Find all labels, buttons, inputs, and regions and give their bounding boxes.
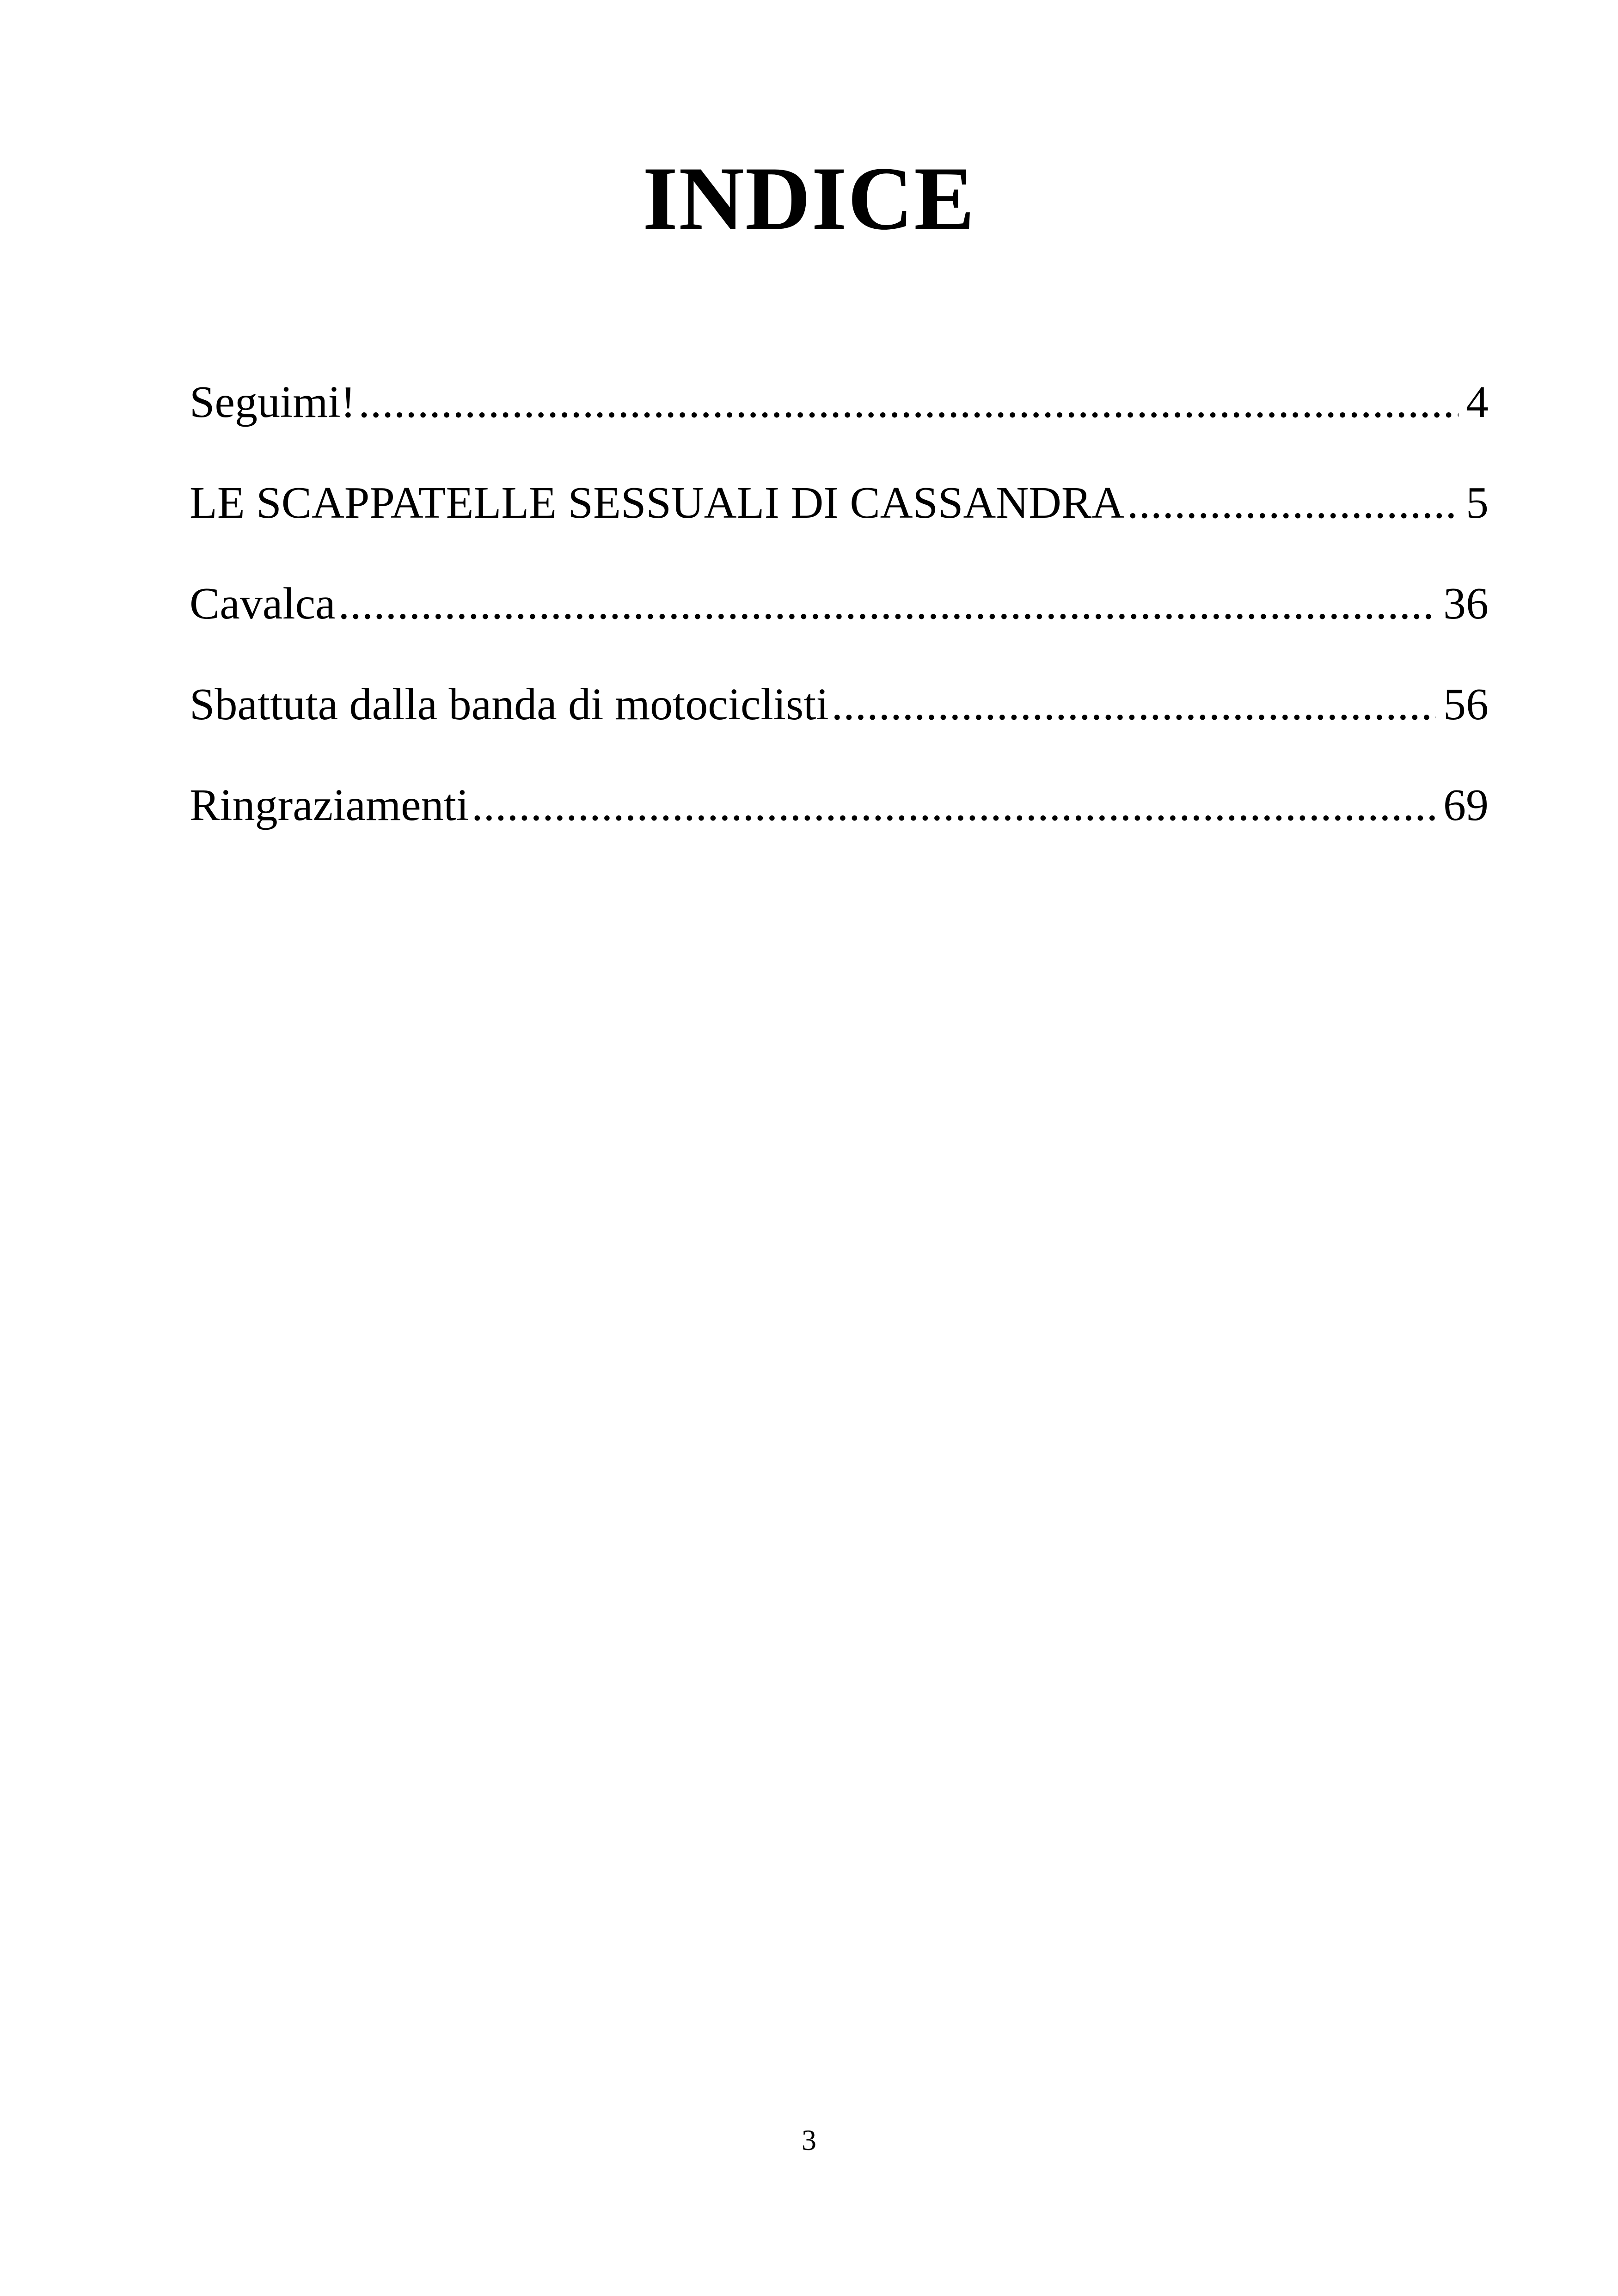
toc-entry-ringraziamenti[interactable]: [190, 771, 1489, 871]
toc-dot-leader: [472, 771, 1436, 840]
toc-entry-page: 5: [1466, 478, 1489, 528]
toc-entry-seguimi[interactable]: [190, 367, 1489, 468]
toc-entry-page: 36: [1443, 579, 1489, 629]
toc-entry-label: LE SCAPPATELLE SESSUALI DI CASSANDRA: [190, 478, 1125, 528]
toc-entry-label: Ringraziamenti: [190, 780, 469, 830]
toc-entry-scappatelle[interactable]: [190, 468, 1489, 569]
toc-entry-page: 4: [1466, 377, 1489, 427]
toc-entry-label: Sbattuta dalla banda di motociclisti: [190, 680, 829, 729]
toc-entry-cavalca[interactable]: [190, 569, 1489, 670]
page-title: INDICE: [643, 148, 975, 249]
toc-dot-leader: [358, 367, 1459, 437]
table-of-contents: [190, 367, 1489, 871]
toc-dot-leader: [832, 670, 1436, 739]
toc-entry-label: Seguimi!: [190, 377, 356, 427]
toc-entry-sbattuta[interactable]: [190, 670, 1489, 771]
toc-dot-leader: [338, 569, 1436, 638]
toc-entry-label: Cavalca: [190, 579, 336, 629]
toc-dot-leader: [1127, 468, 1459, 538]
toc-entry-page: 69: [1443, 780, 1489, 830]
page-number: 3: [802, 2124, 816, 2156]
toc-entry-page: 56: [1443, 680, 1489, 729]
